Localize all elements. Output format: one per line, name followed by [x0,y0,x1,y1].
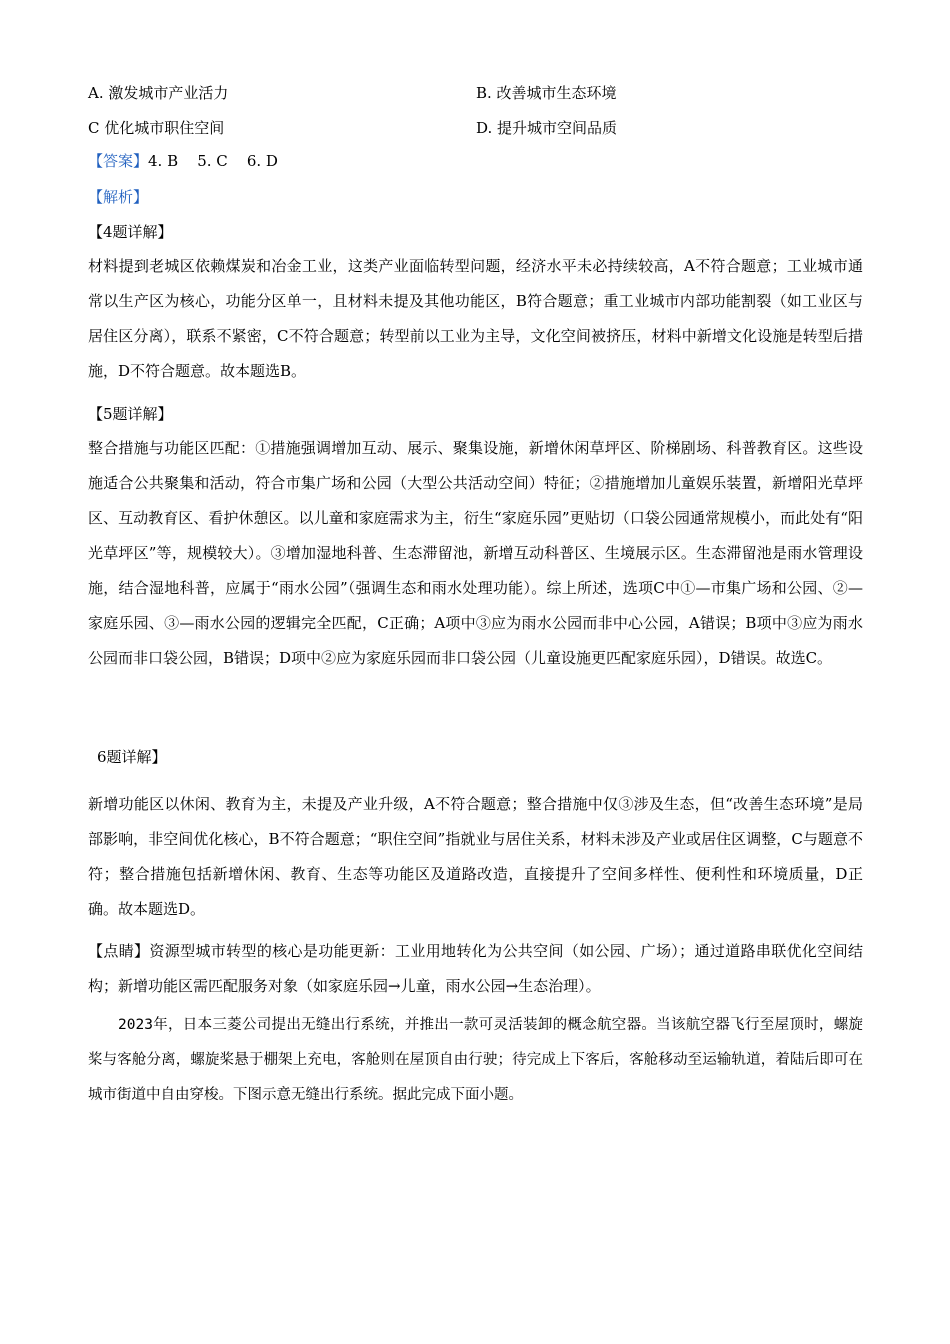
tip-body: 资源型城市转型的核心是功能更新：工业用地转化为公共空间（如公园、广场）；通过道路串联优化空间结构；新增功能区需匹配服务对象（如家庭乐园→儿童，雨水公园→生态治理）。 [88,942,863,995]
q4-body: 材料提到老城区依赖煤炭和冶金工业，这类产业面临转型问题，经济水平未必持续较高，A不符合题意；工业城市通常以生产区为核心，功能分区单一，且材料未提及其他功能区，B符合题意；重工业城市内部功能割裂（如工业区与居住区分离），联系不紧密，C不符合题意；转型前以工业为主导，文化空间被挤压，材料中新增文化设施是转型后措施，D不符合题意。故本题选B。 [88,257,863,380]
option-c: C 优化城市职住空间 [88,119,225,137]
option-b: B. 改善城市生态环境 [476,84,617,102]
tip-paragraph [88,934,863,1004]
option-d: D. 提升城市空间品质 [476,119,618,137]
q5-heading: 【5题详解】 [88,405,173,423]
answer-line [88,151,278,171]
q6-body: 新增功能区以休闲、教育为主，未提及产业升级，A不符合题意；整合措施中仅③涉及生态，但“改善生态环境”是局部影响，非空间优化核心，B不符合题意；“职住空间”指就业与居住关系，材料未涉及产业或居住区调整，C与题意不符；整合措施包括新增休闲、教育、生态等功能区及道路改造，直接提升了空间多样性、便利性和环境质量，D正确。故本题选D。 [88,795,863,918]
q5-body: 整合措施与功能区匹配：①措施强调增加互动、展示、聚集设施，新增休闲草坪区、阶梯剧场、科普教育区。这些设施适合公共聚集和活动，符合市集广场和公园（大型公共活动空间）特征；②措施增加儿童娱乐装置，新增阳光草坪区、互动教育区、看护休憩区。以儿童和家庭需求为主，衍生“家庭乐园”更贴切（口袋公园通常规模小，而此处有“阳光草坪区”等，规模较大）。③增加湿地科普、生态滞留池，新增互动科普区、生境展示区。生态滞留池是雨水管理设施，结合湿地科普，应属于“雨水公园”（强调生态和雨水处理功能）。综上所述，选项C中①—市集广场和公园、②—家庭乐园、③—雨水公园的逻辑完全匹配，C正确；A项中③应为雨水公园而非中心公园，A错误；B项中③应为雨水公园而非口袋公园，B错误；D项中②应为家庭乐园而非口袋公园（儿童设施更匹配家庭乐园），D错误。故选C。 [88,439,863,667]
intro-paragraph: 2023年，日本三菱公司提出无缝出行系统，并推出一款可灵活装卸的概念航空器。当该航空器飞行至屋顶时，螺旋桨与客舱分离，螺旋桨悬于棚架上充电，客舱则在屋顶自由行驶；待完成上下客后，客舱移动至运输轨道，着陆后即可在城市街道中自由穿梭。下图示意无缝出行系统。据此完成下面小题。 [88,1017,863,1103]
tip-label: 【点睛】 [88,942,150,960]
analysis-label: 【解析】 [88,188,149,206]
q6-heading: 6题详解】 [97,748,167,766]
answer-value: 4. B 5. C 6. D [148,152,278,170]
q4-heading: 【4题详解】 [88,223,173,241]
answer-label: 【答案】 [88,152,149,170]
option-a: A. 激发城市产业活力 [88,84,229,102]
